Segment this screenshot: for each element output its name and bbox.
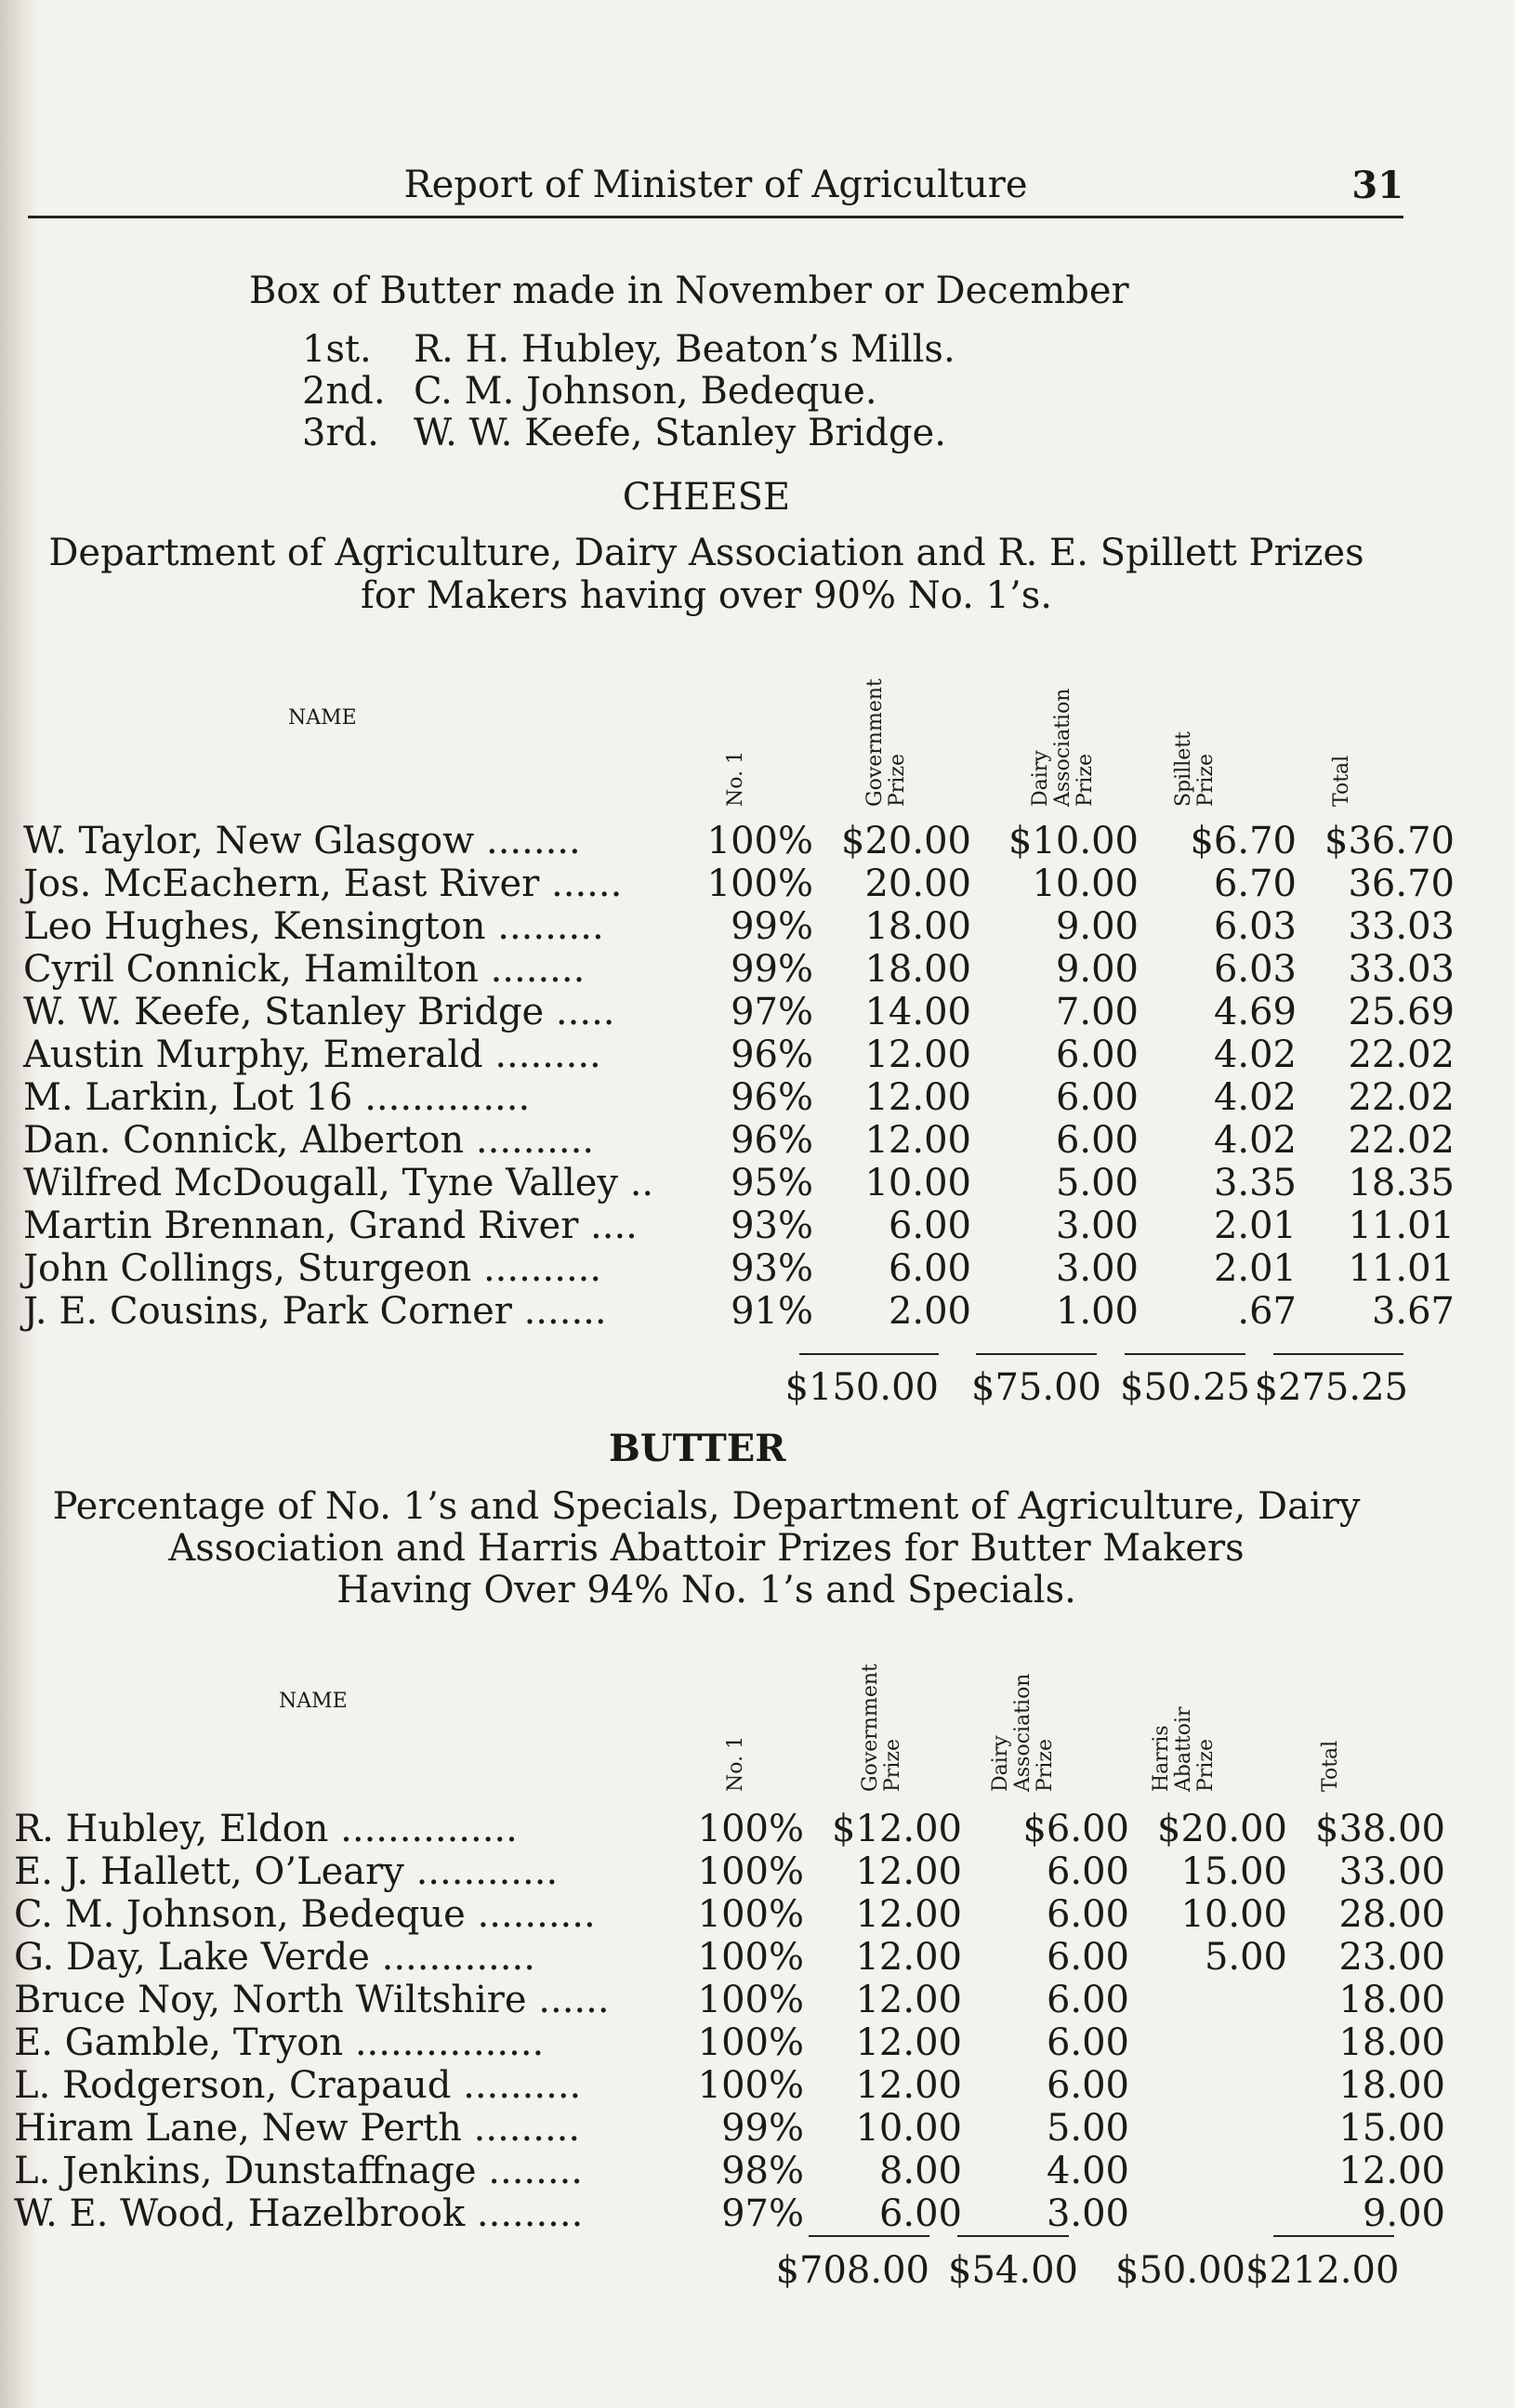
no1-percent: 97% bbox=[721, 2192, 804, 2235]
column-header-total: Total bbox=[1319, 1740, 1342, 1792]
sum-rule bbox=[1273, 2235, 1394, 2237]
place-winner: W. W. Keefe, Stanley Bridge. bbox=[414, 412, 946, 454]
prize-name: E. J. Hallett, O’Leary ............ bbox=[14, 1850, 559, 1893]
total-prize: 22.02 bbox=[1348, 1033, 1455, 1076]
prize-name: L. Jenkins, Dunstaffnage ........ bbox=[14, 2150, 583, 2192]
table-row bbox=[23, 862, 1455, 905]
no1-percent: 98% bbox=[721, 2150, 804, 2192]
no1-percent: 91% bbox=[731, 1290, 813, 1333]
third-prize bbox=[1129, 2192, 1287, 2235]
third-prize bbox=[1129, 2150, 1287, 2192]
table-row bbox=[23, 991, 1455, 1033]
dairy-prize: 5.00 bbox=[1046, 2107, 1129, 2150]
table-row bbox=[14, 1979, 1445, 2021]
government-prize: 10.00 bbox=[855, 2107, 962, 2150]
no1-percent: 100% bbox=[706, 862, 813, 905]
column-header-no1: No. 1 bbox=[724, 750, 747, 807]
butter-box-heading: Box of Butter made in November or December bbox=[249, 270, 1129, 312]
sum-rule bbox=[976, 1353, 1097, 1355]
place-rank: 2nd. bbox=[302, 370, 386, 413]
third-prize: 6.70 bbox=[1213, 862, 1297, 905]
table-row bbox=[23, 1162, 1455, 1204]
total-prize: $36.70 bbox=[1324, 820, 1455, 862]
table-row bbox=[14, 1808, 1445, 1850]
table-row bbox=[23, 1290, 1455, 1333]
place-winner: R. H. Hubley, Beaton’s Mills. bbox=[414, 328, 955, 371]
no1-percent: 100% bbox=[697, 1808, 804, 1850]
government-prize: 12.00 bbox=[864, 1119, 971, 1162]
column-header-no1: No. 1 bbox=[724, 1735, 747, 1792]
butter-heading: BUTTER bbox=[609, 1427, 786, 1470]
dairy-prize: 10.00 bbox=[1032, 862, 1139, 905]
third-prize: 4.69 bbox=[1213, 991, 1297, 1033]
third-prize: 6.03 bbox=[1213, 948, 1297, 991]
prize-name: Dan. Connick, Alberton .......... bbox=[23, 1119, 595, 1162]
table-row bbox=[23, 948, 1455, 991]
dairy-prize: 6.00 bbox=[1055, 1076, 1139, 1119]
table-row bbox=[23, 1076, 1455, 1119]
government-prize: 18.00 bbox=[864, 948, 971, 991]
cheese-total-government: $150.00 bbox=[784, 1366, 939, 1409]
prize-name: Austin Murphy, Emerald ......... bbox=[23, 1033, 601, 1076]
dairy-prize: 6.00 bbox=[1046, 1936, 1129, 1979]
government-prize: 6.00 bbox=[878, 2192, 962, 2235]
government-prize: 8.00 bbox=[878, 2150, 962, 2192]
no1-percent: 96% bbox=[731, 1119, 813, 1162]
table-row bbox=[14, 1936, 1445, 1979]
header-rule bbox=[28, 216, 1403, 218]
butter-subtitle-1: Percentage of No. 1’s and Specials, Department of Agriculture, Dairy bbox=[52, 1485, 1361, 1528]
column-header-government: Government Prize bbox=[859, 1664, 904, 1792]
dairy-prize: 6.00 bbox=[1046, 1979, 1129, 2021]
prize-name: Martin Brennan, Grand River .... bbox=[23, 1204, 638, 1247]
table-row bbox=[14, 2192, 1445, 2235]
third-prize: 5.00 bbox=[1204, 1936, 1287, 1979]
third-prize: 10.00 bbox=[1180, 1893, 1287, 1936]
table-row bbox=[23, 1204, 1455, 1247]
dairy-prize: 6.00 bbox=[1055, 1119, 1139, 1162]
cheese-subtitle-1: Department of Agriculture, Dairy Association and R. E. Spillett Prizes bbox=[48, 532, 1364, 574]
prize-name: Leo Hughes, Kensington ......... bbox=[23, 905, 604, 948]
third-prize: $6.70 bbox=[1190, 820, 1297, 862]
government-prize: 12.00 bbox=[855, 1893, 962, 1936]
dairy-prize: 6.00 bbox=[1046, 1893, 1129, 1936]
prize-name: E. Gamble, Tryon ................ bbox=[14, 2021, 545, 2064]
dairy-prize: 3.00 bbox=[1055, 1247, 1139, 1290]
butter-total-government: $708.00 bbox=[775, 2249, 929, 2292]
prize-name: L. Rodgerson, Crapaud .......... bbox=[14, 2064, 582, 2107]
third-prize: 2.01 bbox=[1213, 1247, 1297, 1290]
third-prize: 4.02 bbox=[1213, 1076, 1297, 1119]
total-prize: 9.00 bbox=[1362, 2192, 1445, 2235]
no1-percent: 100% bbox=[697, 1893, 804, 1936]
prize-name: G. Day, Lake Verde ............. bbox=[14, 1936, 535, 1979]
table-row bbox=[14, 2150, 1445, 2192]
dairy-prize: $10.00 bbox=[1008, 820, 1139, 862]
dairy-prize: 9.00 bbox=[1055, 905, 1139, 948]
government-prize: 12.00 bbox=[855, 2021, 962, 2064]
dairy-prize: 7.00 bbox=[1055, 991, 1139, 1033]
total-prize: 22.02 bbox=[1348, 1076, 1455, 1119]
dairy-prize: 1.00 bbox=[1055, 1290, 1139, 1333]
butter-total-harris: $50.00 bbox=[1115, 2249, 1245, 2292]
place-winner: C. M. Johnson, Bedeque. bbox=[414, 370, 877, 413]
column-header-dairy: Dairy Association Prize bbox=[989, 1673, 1057, 1792]
prize-name: Jos. McEachern, East River ...... bbox=[23, 862, 623, 905]
column-header-total: Total bbox=[1330, 755, 1353, 807]
third-prize: 4.02 bbox=[1213, 1119, 1297, 1162]
no1-percent: 97% bbox=[731, 991, 813, 1033]
government-prize: 12.00 bbox=[855, 1979, 962, 2021]
government-prize: 2.00 bbox=[888, 1290, 971, 1333]
total-prize: 12.00 bbox=[1338, 2150, 1445, 2192]
place-rank: 3rd. bbox=[302, 412, 379, 454]
total-prize: 22.02 bbox=[1348, 1119, 1455, 1162]
prize-name: M. Larkin, Lot 16 .............. bbox=[23, 1076, 531, 1119]
no1-percent: 95% bbox=[731, 1162, 813, 1204]
cheese-table bbox=[23, 820, 1455, 1333]
total-prize: 25.69 bbox=[1348, 991, 1455, 1033]
total-prize: 18.00 bbox=[1338, 1979, 1445, 2021]
column-header-spillett: Spillett Prize bbox=[1172, 731, 1218, 807]
government-prize: 20.00 bbox=[864, 862, 971, 905]
third-prize: 2.01 bbox=[1213, 1204, 1297, 1247]
third-prize: 6.03 bbox=[1213, 905, 1297, 948]
dairy-prize: 9.00 bbox=[1055, 948, 1139, 991]
no1-percent: 100% bbox=[706, 820, 813, 862]
no1-percent: 99% bbox=[731, 948, 813, 991]
no1-percent: 100% bbox=[697, 1850, 804, 1893]
butter-table bbox=[14, 1808, 1445, 2235]
column-header-government: Government Prize bbox=[863, 678, 909, 807]
prize-name: Hiram Lane, New Perth ......... bbox=[14, 2107, 581, 2150]
third-prize: 3.35 bbox=[1213, 1162, 1297, 1204]
prize-name: Wilfred McDougall, Tyne Valley .. bbox=[23, 1162, 654, 1204]
sum-rule bbox=[957, 2235, 1069, 2237]
sum-rule bbox=[1125, 1353, 1245, 1355]
butter-subtitle-2: Association and Harris Abattoir Prizes for Butter Makers bbox=[168, 1527, 1245, 1570]
total-prize: 33.00 bbox=[1338, 1850, 1445, 1893]
prize-name: C. M. Johnson, Bedeque .......... bbox=[14, 1893, 596, 1936]
prize-name: Cyril Connick, Hamilton ........ bbox=[23, 948, 586, 991]
column-header-name: NAME bbox=[288, 706, 357, 730]
cheese-total-spillett: $50.25 bbox=[1120, 1366, 1250, 1409]
place-rank: 1st. bbox=[302, 328, 372, 371]
third-prize: .67 bbox=[1237, 1290, 1297, 1333]
total-prize: 18.35 bbox=[1348, 1162, 1455, 1204]
prize-name: Bruce Noy, North Wiltshire ...... bbox=[14, 1979, 610, 2021]
total-prize: 11.01 bbox=[1348, 1204, 1455, 1247]
no1-percent: 100% bbox=[697, 2064, 804, 2107]
third-prize bbox=[1129, 2021, 1287, 2064]
page-number: 31 bbox=[1351, 164, 1403, 207]
total-prize: 36.70 bbox=[1348, 862, 1455, 905]
total-prize: 28.00 bbox=[1338, 1893, 1445, 1936]
cheese-total-overall: $275.25 bbox=[1254, 1366, 1408, 1409]
prize-name: W. W. Keefe, Stanley Bridge ..... bbox=[23, 991, 615, 1033]
third-prize: 15.00 bbox=[1180, 1850, 1287, 1893]
government-prize: 12.00 bbox=[855, 1850, 962, 1893]
total-prize: 33.03 bbox=[1348, 905, 1455, 948]
prize-name: John Collings, Sturgeon .......... bbox=[23, 1247, 602, 1290]
no1-percent: 99% bbox=[731, 905, 813, 948]
dairy-prize: 4.00 bbox=[1046, 2150, 1129, 2192]
third-prize bbox=[1129, 2064, 1287, 2107]
table-row bbox=[14, 2064, 1445, 2107]
no1-percent: 96% bbox=[731, 1033, 813, 1076]
government-prize: 12.00 bbox=[855, 1936, 962, 1979]
third-prize bbox=[1129, 1979, 1287, 2021]
prize-name: J. E. Cousins, Park Corner ....... bbox=[23, 1290, 607, 1333]
butter-subtitle-3: Having Over 94% No. 1’s and Specials. bbox=[336, 1569, 1076, 1612]
government-prize: 18.00 bbox=[864, 905, 971, 948]
government-prize: 12.00 bbox=[864, 1076, 971, 1119]
column-header-name: NAME bbox=[279, 1690, 348, 1713]
third-prize: $20.00 bbox=[1157, 1808, 1287, 1850]
government-prize: 10.00 bbox=[864, 1162, 971, 1204]
prize-name: R. Hubley, Eldon ............... bbox=[14, 1808, 518, 1850]
government-prize: $12.00 bbox=[832, 1808, 962, 1850]
government-prize: 14.00 bbox=[864, 991, 971, 1033]
sum-rule bbox=[809, 2235, 929, 2237]
table-row bbox=[23, 820, 1455, 862]
cheese-total-dairy: $75.00 bbox=[971, 1366, 1101, 1409]
total-prize: 33.03 bbox=[1348, 948, 1455, 991]
butter-total-overall: $212.00 bbox=[1245, 2249, 1400, 2292]
government-prize: 6.00 bbox=[888, 1247, 971, 1290]
running-title: Report of Minister of Agriculture bbox=[403, 164, 1028, 206]
dairy-prize: $6.00 bbox=[1022, 1808, 1129, 1850]
prize-name: W. Taylor, New Glasgow ........ bbox=[23, 820, 581, 862]
total-prize: 23.00 bbox=[1338, 1936, 1445, 1979]
dairy-prize: 5.00 bbox=[1055, 1162, 1139, 1204]
no1-percent: 96% bbox=[731, 1076, 813, 1119]
no1-percent: 100% bbox=[697, 2021, 804, 2064]
government-prize: 6.00 bbox=[888, 1204, 971, 1247]
government-prize: 12.00 bbox=[864, 1033, 971, 1076]
cheese-subtitle-2: for Makers having over 90% No. 1’s. bbox=[361, 574, 1052, 617]
total-prize: $38.00 bbox=[1315, 1808, 1445, 1850]
column-header-harris: Harris Abattoir Prize bbox=[1150, 1706, 1218, 1792]
table-row bbox=[14, 1850, 1445, 1893]
dairy-prize: 6.00 bbox=[1046, 2064, 1129, 2107]
no1-percent: 100% bbox=[697, 1936, 804, 1979]
total-prize: 18.00 bbox=[1338, 2021, 1445, 2064]
butter-total-dairy: $54.00 bbox=[948, 2249, 1078, 2292]
table-row bbox=[23, 905, 1455, 948]
dairy-prize: 3.00 bbox=[1046, 2192, 1129, 2235]
page-header bbox=[28, 158, 1403, 214]
total-prize: 15.00 bbox=[1338, 2107, 1445, 2150]
no1-percent: 93% bbox=[731, 1204, 813, 1247]
sum-rule bbox=[1273, 1353, 1403, 1355]
cheese-heading: CHEESE bbox=[622, 476, 791, 519]
table-row bbox=[23, 1247, 1455, 1290]
total-prize: 11.01 bbox=[1348, 1247, 1455, 1290]
government-prize: $20.00 bbox=[841, 820, 971, 862]
dairy-prize: 6.00 bbox=[1055, 1033, 1139, 1076]
table-row bbox=[14, 1893, 1445, 1936]
dairy-prize: 3.00 bbox=[1055, 1204, 1139, 1247]
dairy-prize: 6.00 bbox=[1046, 2021, 1129, 2064]
government-prize: 12.00 bbox=[855, 2064, 962, 2107]
dairy-prize: 6.00 bbox=[1046, 1850, 1129, 1893]
prize-name: W. E. Wood, Hazelbrook ......... bbox=[14, 2192, 584, 2235]
table-row bbox=[14, 2107, 1445, 2150]
total-prize: 3.67 bbox=[1371, 1290, 1455, 1333]
total-prize: 18.00 bbox=[1338, 2064, 1445, 2107]
sum-rule bbox=[799, 1353, 939, 1355]
third-prize bbox=[1129, 2107, 1287, 2150]
third-prize: 4.02 bbox=[1213, 1033, 1297, 1076]
table-row bbox=[14, 2021, 1445, 2064]
table-row bbox=[23, 1033, 1455, 1076]
table-row bbox=[23, 1119, 1455, 1162]
no1-percent: 93% bbox=[731, 1247, 813, 1290]
no1-percent: 100% bbox=[697, 1979, 804, 2021]
no1-percent: 99% bbox=[721, 2107, 804, 2150]
column-header-dairy: Dairy Association Prize bbox=[1029, 688, 1097, 807]
